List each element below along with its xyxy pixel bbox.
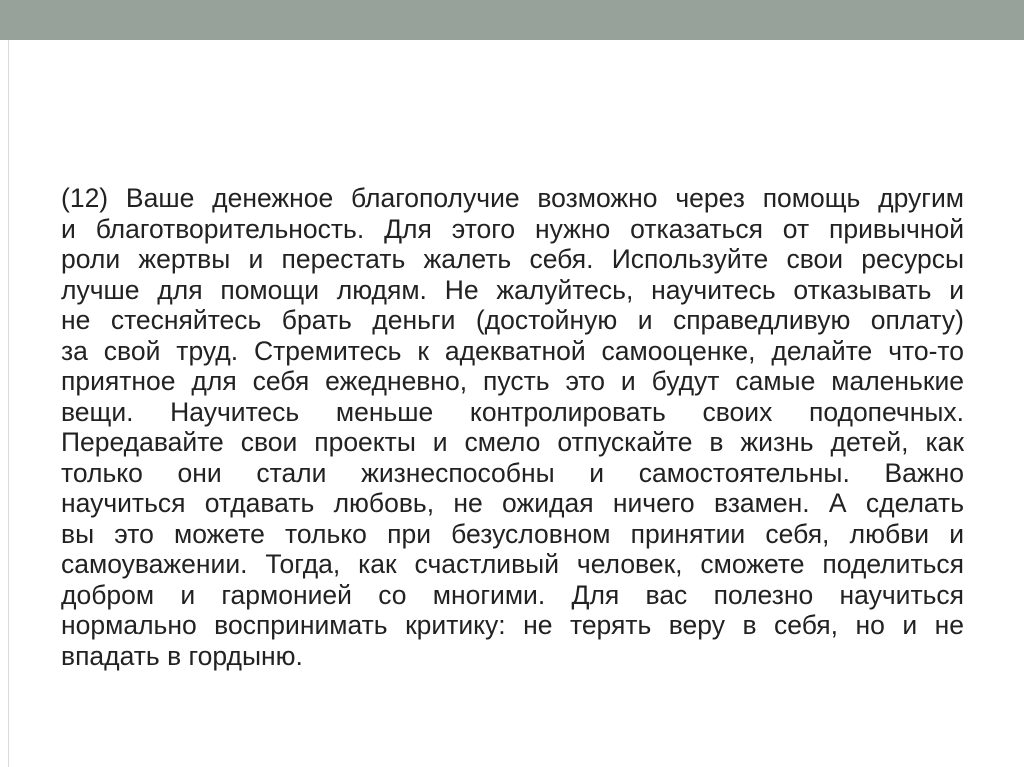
paragraph-line: лучше для помощи людям. Не жалуйтесь, научитесь отказывать и [61,274,964,305]
left-divider [8,40,9,767]
paragraph-line: не стесняйтесь брать деньги (достойную и справедливую оплату) [61,305,964,335]
paragraph-line: вы это можете только при безусловном принятии себя, любви и [61,518,964,549]
paragraph-line: нормально воспринимать критику: не терять веру в себя, но и не [61,610,964,640]
paragraph-line: (12) Ваше денежное благополучие возможно через помощь другим [61,183,964,213]
paragraph-line: и благотворительность. Для этого нужно отказаться от привычной [61,213,964,244]
paragraph-line: приятное для себя ежедневно, пусть это и будут самые маленькие [61,366,964,396]
paragraph-line: только они стали жизнеспособны и самостоятельны. Важно [61,457,964,488]
paragraph-line: добром и гармонией со многими. Для вас полезно научиться [61,579,964,610]
paragraph-line: Передавайте свои проекты и смело отпускайте в жизнь детей, как [61,427,964,457]
paragraph-line: научиться отдавать любовь, не ожидая ничего взамен. А сделать [61,488,964,518]
paragraph-line: вещи. Научитесь меньше контролировать своих подопечных. [61,396,964,427]
paragraph-line: роли жертвы и перестать жалеть себя. Используйте свои ресурсы [61,244,964,274]
body-paragraph [61,183,964,671]
paragraph-line: за свой труд. Стремитесь к адекватной самооценке, делайте что-то [61,335,964,366]
paragraph-line: впадать в гордыню. [61,640,303,671]
paragraph-line: самоуважении. Тогда, как счастливый человек, сможете поделиться [61,549,964,579]
header-bar [0,0,1024,40]
